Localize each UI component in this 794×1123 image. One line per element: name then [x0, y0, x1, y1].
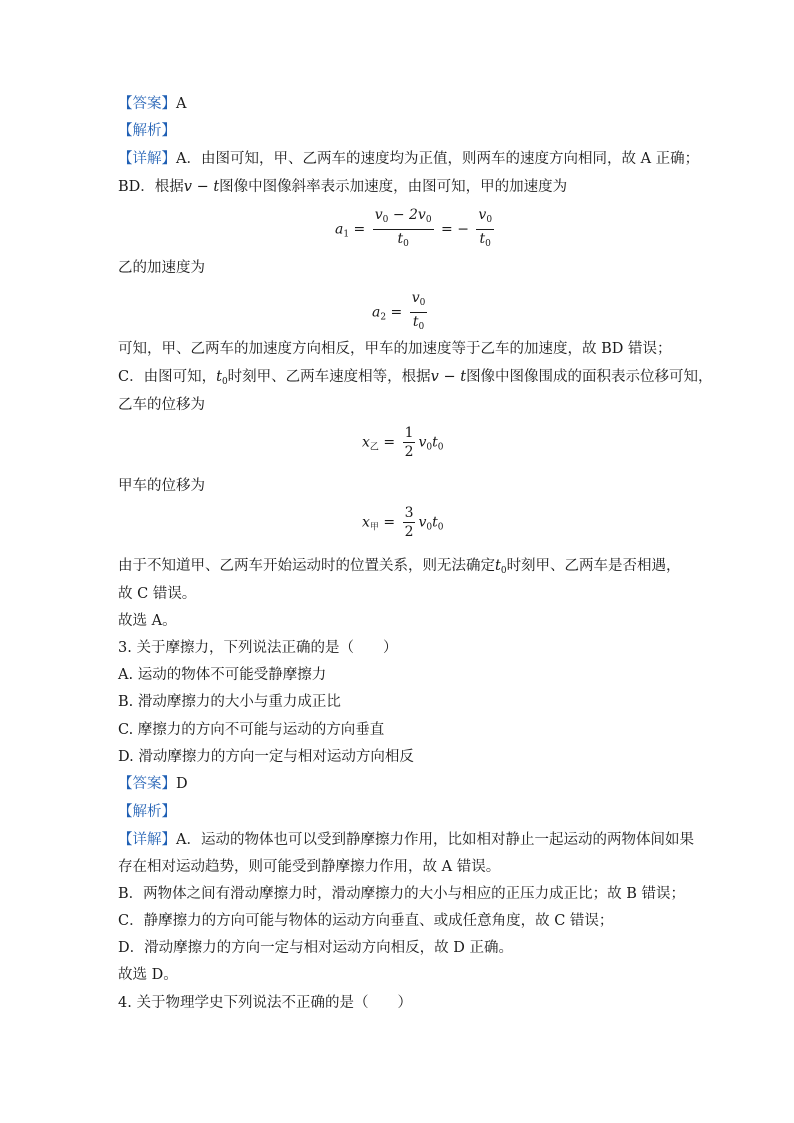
- detail-text-2a: BD．根据: [118, 179, 184, 195]
- detail-text-1: A．由图可知，甲、乙两车的速度均为正值，则两车的速度方向相同，故 A 正确；: [176, 151, 700, 167]
- q3-stem-text: 3. 关于摩擦力，下列说法正确的是（ ）: [118, 640, 398, 656]
- q3-option-c: [118, 720, 384, 740]
- q3-detail-text-6: 故选 D。: [118, 967, 178, 983]
- detail-line-10: [118, 611, 177, 631]
- q3-detail-line-4: [118, 911, 613, 931]
- detail-text-6: 乙车的位移为: [118, 397, 205, 413]
- detail-line-4: [118, 339, 672, 359]
- equation-x-yi: $x_乙$ = $\frac{1}{2}$ $v_0t_0$: [362, 425, 444, 460]
- detail-line-7: [118, 476, 205, 496]
- q3-analysis-tag: 【解析】: [118, 804, 176, 820]
- q3-detail-text-2: 存在相对运动趋势，则可能受到静摩擦力作用，故 A 错误。: [118, 859, 501, 875]
- analysis-tag: 【解析】: [118, 123, 176, 139]
- analysis-heading: [118, 121, 176, 141]
- detail-text-8a: 由于不知道甲、乙两车开始运动时的位置关系，则无法确定: [118, 558, 495, 574]
- equation-a1: $a_1$ = $\frac{v_0 - 2v_0}{t_0}$ = − $\frac{v_0}{t_0}$: [335, 207, 493, 249]
- detail-text-2b: 图像中图像斜率表示加速度，由图可知，甲的加速度为: [219, 179, 568, 195]
- answer-tag: 【答案】: [118, 96, 176, 112]
- q3-option-c-text: C. 摩擦力的方向不可能与运动的方向垂直: [118, 722, 385, 738]
- answer-line: [118, 94, 186, 114]
- detail-text-3: 乙的加速度为: [118, 260, 205, 276]
- q3-detail-line-2: [118, 857, 500, 877]
- detail-text-5b: 时刻甲、乙两车速度相等，根据: [227, 369, 431, 385]
- q3-detail-text-3: B．两物体之间有滑动摩擦力时，滑动摩擦力的大小与相应的正压力成正比；故 B 错误；: [118, 886, 686, 902]
- detail-text-5c: 图像中图像围成的面积表示位移可知，: [466, 369, 713, 385]
- detail-text-5a: C．由图可知，: [118, 369, 217, 385]
- detail-text-4: 可知，甲、乙两车的加速度方向相反，甲车的加速度等于乙车的加速度，故 BD 错误；: [118, 341, 672, 357]
- q4-stem: [118, 993, 412, 1013]
- detail-line-3: [118, 258, 205, 278]
- q3-answer-tag: 【答案】: [118, 776, 176, 792]
- q3-option-d: [118, 747, 414, 767]
- detail-line-1: [118, 149, 699, 169]
- equation-a2: $a_2$ = $\frac{v_0}{t_0}$: [372, 290, 426, 332]
- detail-text-9: 故 C 错误。: [118, 586, 197, 602]
- q3-option-b: [118, 692, 341, 712]
- q3-detail-text-4: C．静摩擦力的方向可能与物体的运动方向垂直、或成任意角度，故 C 错误；: [118, 913, 614, 929]
- answer-value: A: [176, 96, 187, 112]
- q4-stem-text: 4. 关于物理学史下列说法不正确的是（ ）: [118, 995, 412, 1011]
- q3-option-b-text: B. 滑动摩擦力的大小与重力成正比: [118, 694, 341, 710]
- q3-option-a: [118, 665, 326, 685]
- detail-line-2: [118, 177, 567, 197]
- q3-detail-line-5: [118, 938, 513, 958]
- q3-detail-text-1: A．运动的物体也可以受到静摩擦力作用，比如相对静止一起运动的两物体间如果: [176, 832, 694, 848]
- detail-text-10: 故选 A。: [118, 613, 177, 629]
- q3-detail-tag: 【详解】: [118, 832, 176, 848]
- detail-line-5: C．由图可知，$t_0$时刻甲、乙两车速度相等，根据v − t图像中图像围成的面积表示位移可知，: [118, 369, 713, 387]
- q3-detail-line-6: [118, 965, 178, 985]
- detail-tag: 【详解】: [118, 151, 176, 167]
- detail-text-7: 甲车的位移为: [118, 478, 205, 494]
- q3-analysis-heading: [118, 802, 176, 822]
- q3-detail-text-5: D．滑动摩擦力的方向一定与相对运动方向相反，故 D 正确。: [118, 940, 513, 956]
- detail-text-8b: 时刻甲、乙两车是否相遇，: [506, 558, 681, 574]
- vt-label-2: v − t: [430, 369, 467, 385]
- q3-detail-line-3: [118, 884, 685, 904]
- q3-option-a-text: A. 运动的物体不可能受静摩擦力: [118, 667, 327, 683]
- equation-x-jia: $x_甲$ = $\frac{3}{2}$ $v_0t_0$: [362, 505, 444, 540]
- detail-line-6: [118, 395, 205, 415]
- q3-answer-value: D: [176, 776, 188, 792]
- detail-line-9: [118, 584, 196, 604]
- vt-label: v − t: [183, 179, 220, 195]
- q3-option-d-text: D. 滑动摩擦力的方向一定与相对运动方向相反: [118, 749, 414, 765]
- q3-detail-line-1: [118, 830, 694, 850]
- q3-stem: [118, 638, 397, 658]
- q3-answer-line: [118, 774, 188, 794]
- detail-line-8: 由于不知道甲、乙两车开始运动时的位置关系，则无法确定$t_0$时刻甲、乙两车是否相遇，: [118, 558, 681, 576]
